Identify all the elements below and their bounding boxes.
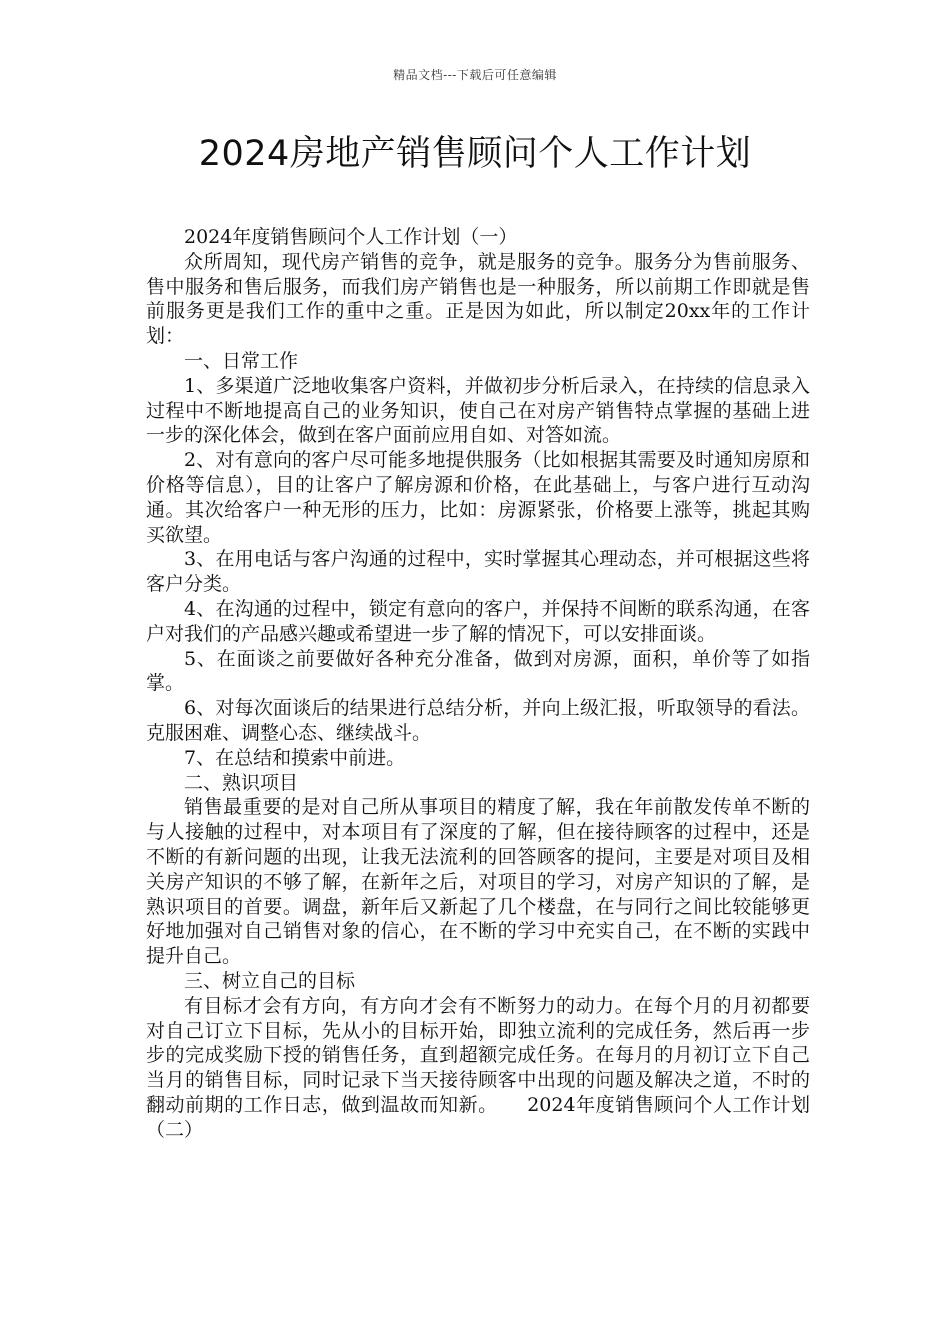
paragraph: 2024年度销售顾问个人工作计划（一） [184,226,518,248]
paragraph: 6、对每次面谈后的结果进行总结分析，并向上级汇报，听取领导的看法。克服困难、调整心态、继续战斗。 [146,697,810,744]
page-header-note: 精品文档---下载后可任意编辑 [393,68,557,82]
paragraph: 4、在沟通的过程中，锁定有意向的客户，并保持不间断的联系沟通，在客户对我们的产品感兴趣或希望进一步了解的情况下，可以安排面谈。 [146,597,810,645]
document-title: 2024房地产销售顾问个人工作计划 [198,134,752,174]
section-heading: 一、日常工作 [184,349,299,372]
paragraph: 5、在面谈之前要做好各种充分准备，做到对房源，面积，单价等了如指掌。 [146,647,810,695]
paragraph: 众所周知，现代房产销售的竞争，就是服务的竞争。服务分为售前服务、售中服务和售后服务，而我们房产销售也是一种服务，所以前期工作即就是售前服务更是我们工作的重中之重。正是因为如此，所以制定20xx年的工作计划： [146,250,810,348]
section-heading: 三、树立自己的目标 [184,969,356,992]
paragraph: 2、对有意向的客户尽可能多地提供服务（比如根据其需要及时通知房原和价格等信息），目的让客户了解房源和价格，在此基础上，与客户进行互动沟通。其次给客户一种无形的压力，比如：房源紧张，价格要上涨等，挑起其购买欲望。 [146,449,810,546]
paragraph: 3、在用电话与客户沟通的过程中，实时掌握其心理动态，并可根据这些将客户分类。 [146,548,810,596]
paragraph: 1、多渠道广泛地收集客户资料，并做初步分析后录入，在持续的信息录入过程中不断地提高自己的业务知识，使自己在对房产销售特点掌握的基础上进一步的深化体会，做到在客户面前应用自如、对答如流。 [146,374,810,447]
paragraph: 有目标才会有方向，有方向才会有不断努力的动力。在每个月的月初都要对自己订立下目标，先从小的目标开始，即独立流利的完成任务，然后再一步步的完成奖励下授的销售任务，直到超额完成任务。在每月的月初订立下自己当月的销售目标，同时记录下当天接待顾客中出现的问题及解决之道，不时的翻动前期的工作日志，做到温故而知新。 2024年度销售顾问个人工作计划（二） [146,994,810,1141]
document-body [146,225,810,1142]
paragraph: 销售最重要的是对自己所从事项目的精度了解，我在年前散发传单不断的与人接触的过程中，对本项目有了深度的了解，但在接待顾客的过程中，还是不断的有新问题的出现，让我无法流利的回答顾客的提问，主要是对项目及相关房产知识的不够了解，在新年之后，对项目的学习，对房产知识的了解，是熟识项目的首要。调盘，新年后又新起了几个楼盘，在与同行之间比较能够更好地加强对自己销售对象的信心，在不断的学习中充实自己，在不断的实践中提升自己。 [146,796,810,968]
paragraph: 7、在总结和摸索中前进。 [184,746,406,769]
section-heading: 二、熟识项目 [184,771,299,794]
